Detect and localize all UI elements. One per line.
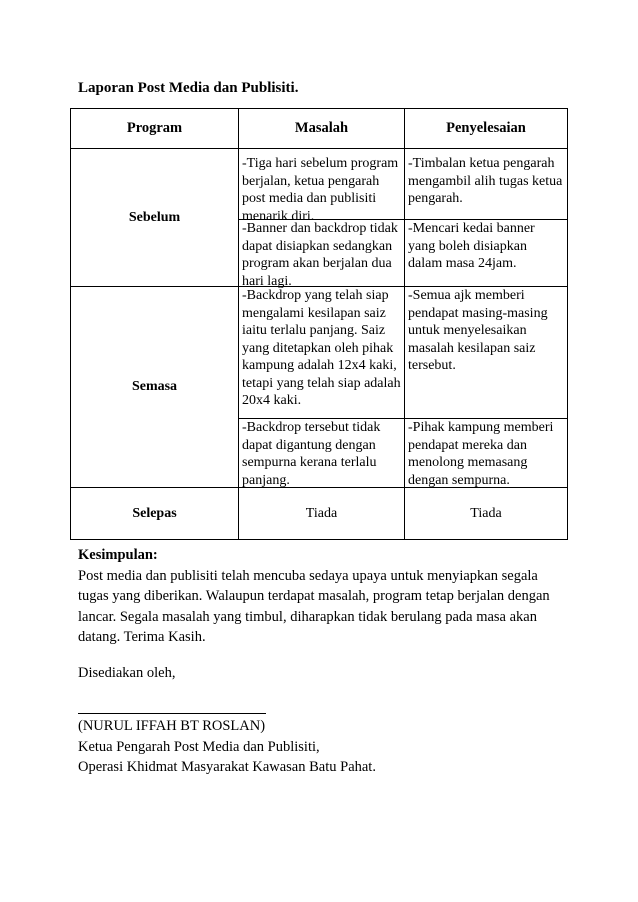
penyelesaian-cell: Tiada xyxy=(405,488,568,540)
signatory-name: (NURUL IFFAH BT ROSLAN) xyxy=(78,718,266,734)
header-program: Program xyxy=(71,109,239,149)
signature-line xyxy=(78,713,266,714)
conclusion-heading: Kesimpulan: xyxy=(78,547,158,563)
masalah-text: -Backdrop yang telah siap mengalami kesilapan saiz iaitu terlalu panjang. Saiz yang ditetapkan oleh pihak kampung adalah 12x4 kaki, tetapi yang telah siap adalah 20x4 kaki. xyxy=(242,288,401,408)
conclusion-text: Post media dan publisiti telah mencuba sedaya upaya untuk menyiapkan segala tugas yang diberikan. Walaupun terdapat masalah, program tetap berjalan dengan lancar. Segala masalah yang timbul, diharapkan tidak berulang pada masa akan datang. Terima Kasih. xyxy=(78,567,550,645)
penyelesaian-text: -Semua ajk memberi pendapat masing-masing untuk menyelesaikan masalah kesilapan saiz tersebut. xyxy=(408,288,548,373)
penyelesaian-cell xyxy=(405,287,568,488)
masalah-text: -Tiga hari sebelum program berjalan, ketua pengarah post media dan publisiti menarik diri. xyxy=(242,156,399,224)
masalah-cell xyxy=(239,287,405,488)
header-masalah: Masalah xyxy=(239,109,405,149)
penyelesaian-text: -Timbalan ketua pengarah mengambil alih tugas ketua pengarah. xyxy=(408,156,563,206)
conclusion-section xyxy=(78,545,568,648)
penyelesaian-cell xyxy=(405,149,568,287)
masalah-text: -Backdrop tersebut tidak dapat digantung dengan sempurna kerana terlalu panjang. xyxy=(239,418,404,487)
prepared-by-label: Disediakan oleh, xyxy=(78,665,176,681)
penyelesaian-text: -Mencari kedai banner yang boleh disiapkan dalam masa 24jam. xyxy=(405,219,567,286)
masalah-text: -Banner dan backdrop tidak dapat disiapkan sedangkan program akan berjalan dua hari lagi. xyxy=(239,219,404,286)
signatory-organization: Operasi Khidmat Masyarakat Kawasan Batu Pahat. xyxy=(78,759,376,775)
signatory-position: Ketua Pengarah Post Media dan Publisiti, xyxy=(78,738,320,755)
report-table xyxy=(70,108,568,540)
table-header-row xyxy=(71,109,568,149)
document-title: Laporan Post Media dan Publisiti. xyxy=(78,80,299,96)
table-row xyxy=(71,287,568,488)
row-label-semasa: Semasa xyxy=(71,287,239,488)
signature-block xyxy=(78,716,376,778)
masalah-cell xyxy=(239,149,405,287)
header-penyelesaian: Penyelesaian xyxy=(405,109,568,149)
table-row xyxy=(71,488,568,540)
row-label-selepas: Selepas xyxy=(71,488,239,540)
masalah-cell: Tiada xyxy=(239,488,405,540)
table-row xyxy=(71,149,568,287)
row-label-sebelum: Sebelum xyxy=(71,149,239,287)
penyelesaian-text: -Pihak kampung memberi pendapat mereka dan menolong memasang dengan sempurna. xyxy=(405,418,567,487)
